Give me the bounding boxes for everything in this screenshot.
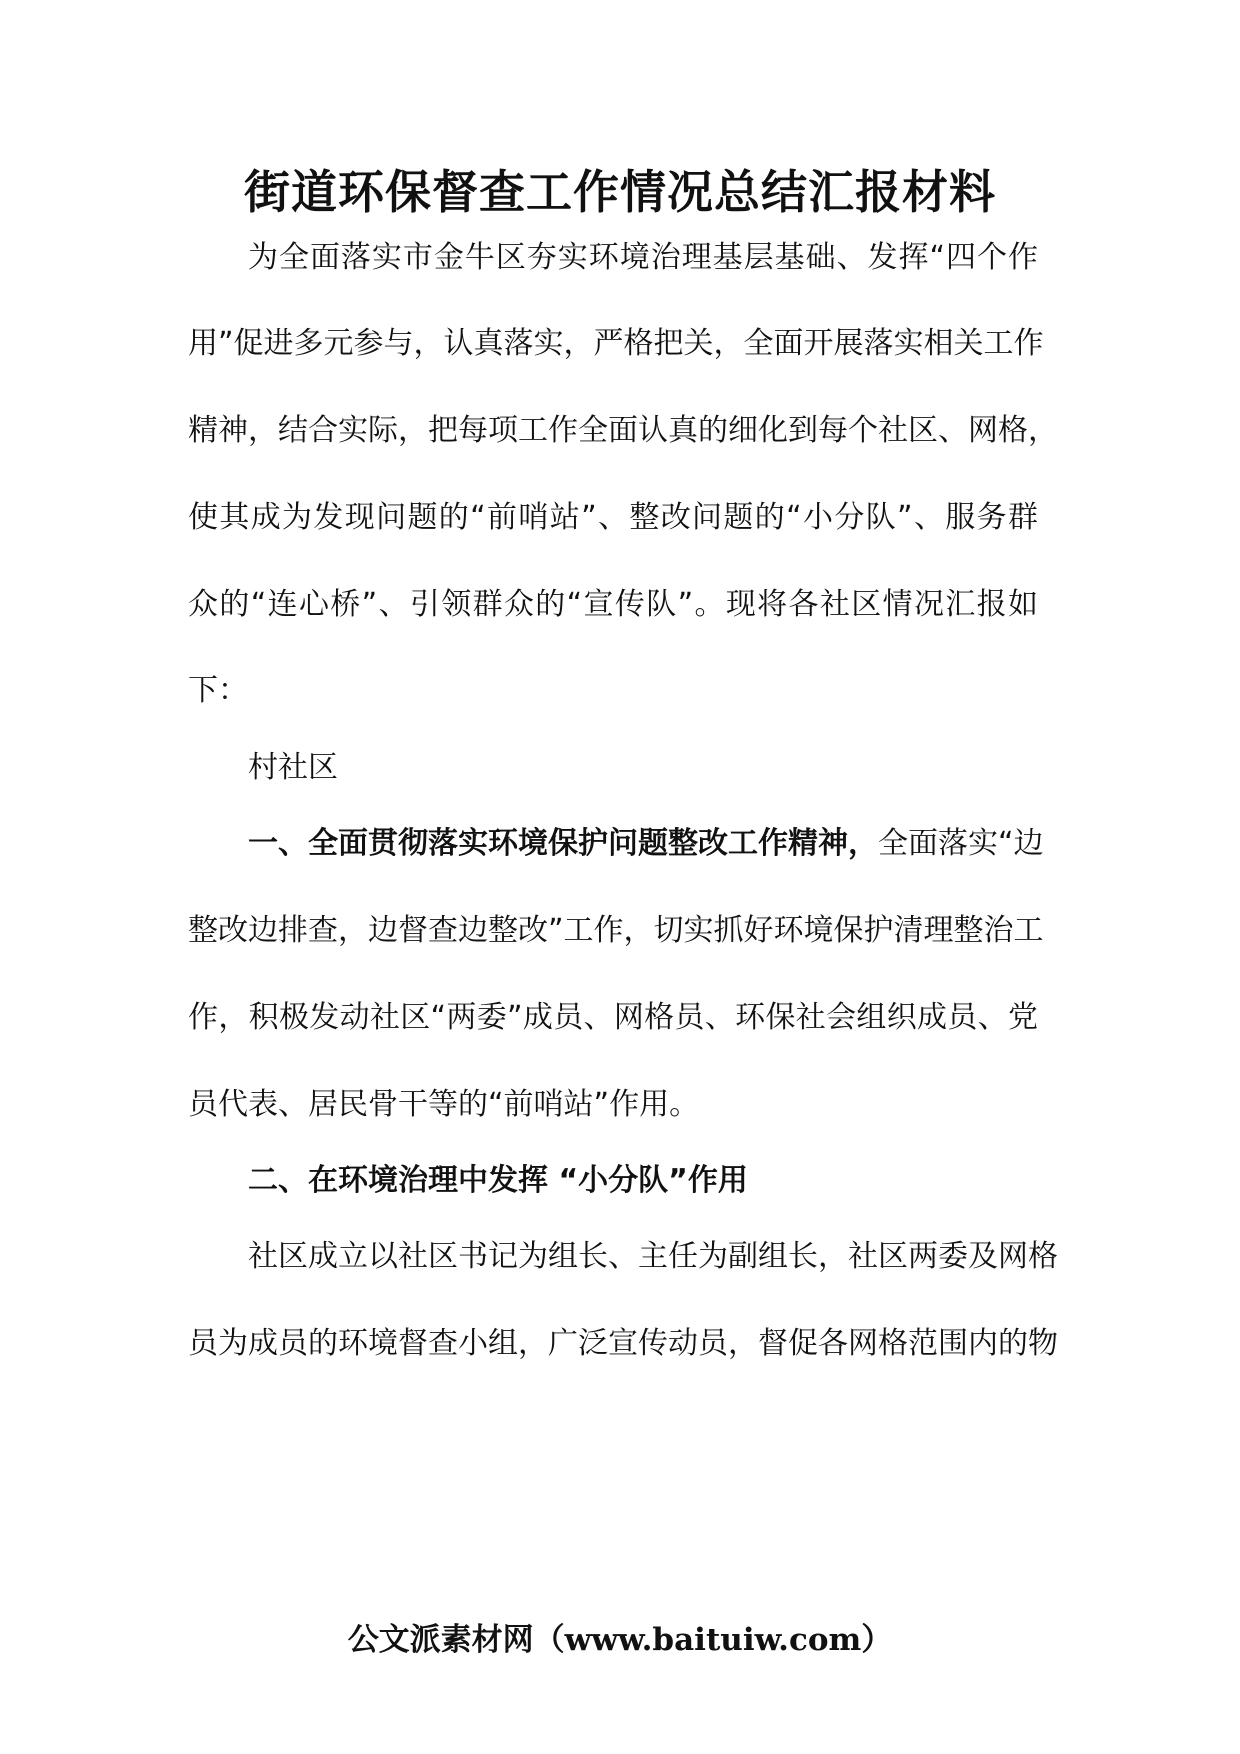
paragraph-line: 为全面落实市金牛区夯实环境治理基层基础、发挥“四个作 — [248, 240, 1038, 275]
document-title: 街道环保督查工作情况总结汇报材料 — [244, 165, 996, 219]
section-heading-two: 二、在环境治理中发挥 “小分队”作用 — [248, 1163, 748, 1198]
paragraph-text: 全面落实“边 — [878, 826, 1044, 861]
paragraph-line: 员为成员的环境督查小组，广泛宣传动员，督促各网格范围内的物 — [188, 1326, 1058, 1361]
paragraph-line: 社区成立以社区书记为组长、主任为副组长，社区两委及网格 — [248, 1239, 1058, 1274]
footer-watermark: 公文派素材网（www.baituiw.com） — [347, 1622, 893, 1658]
paragraph-line: 使其成为发现问题的“前哨站”、整改问题的“小分队”、服务群 — [188, 500, 1038, 535]
section-label: 村社区 — [248, 750, 338, 785]
paragraph-line: 众的“连心桥”、引领群众的“宣传队”。现将各社区情况汇报如 — [188, 587, 1038, 622]
paragraph-line: 员代表、居民骨干等的“前哨站”作用。 — [188, 1087, 700, 1122]
paragraph-line: 整改边排查，边督查边整改”工作，切实抓好环境保护清理整治工 — [188, 913, 1044, 948]
mixed-line — [248, 821, 1044, 867]
paragraph-line: 作，积极发动社区“两委”成员、网格员、环保社会组织成员、党 — [188, 1000, 1038, 1035]
section-heading-one: 一、全面贯彻落实环境保护问题整改工作精神， — [248, 826, 878, 861]
paragraph-line: 下： — [188, 673, 248, 708]
paragraph-line: 精神，结合实际，把每项工作全面认真的细化到每个社区、网格， — [188, 413, 1058, 448]
paragraph-line: 用”促进多元参与，认真落实，严格把关，全面开展落实相关工作 — [188, 326, 1044, 361]
